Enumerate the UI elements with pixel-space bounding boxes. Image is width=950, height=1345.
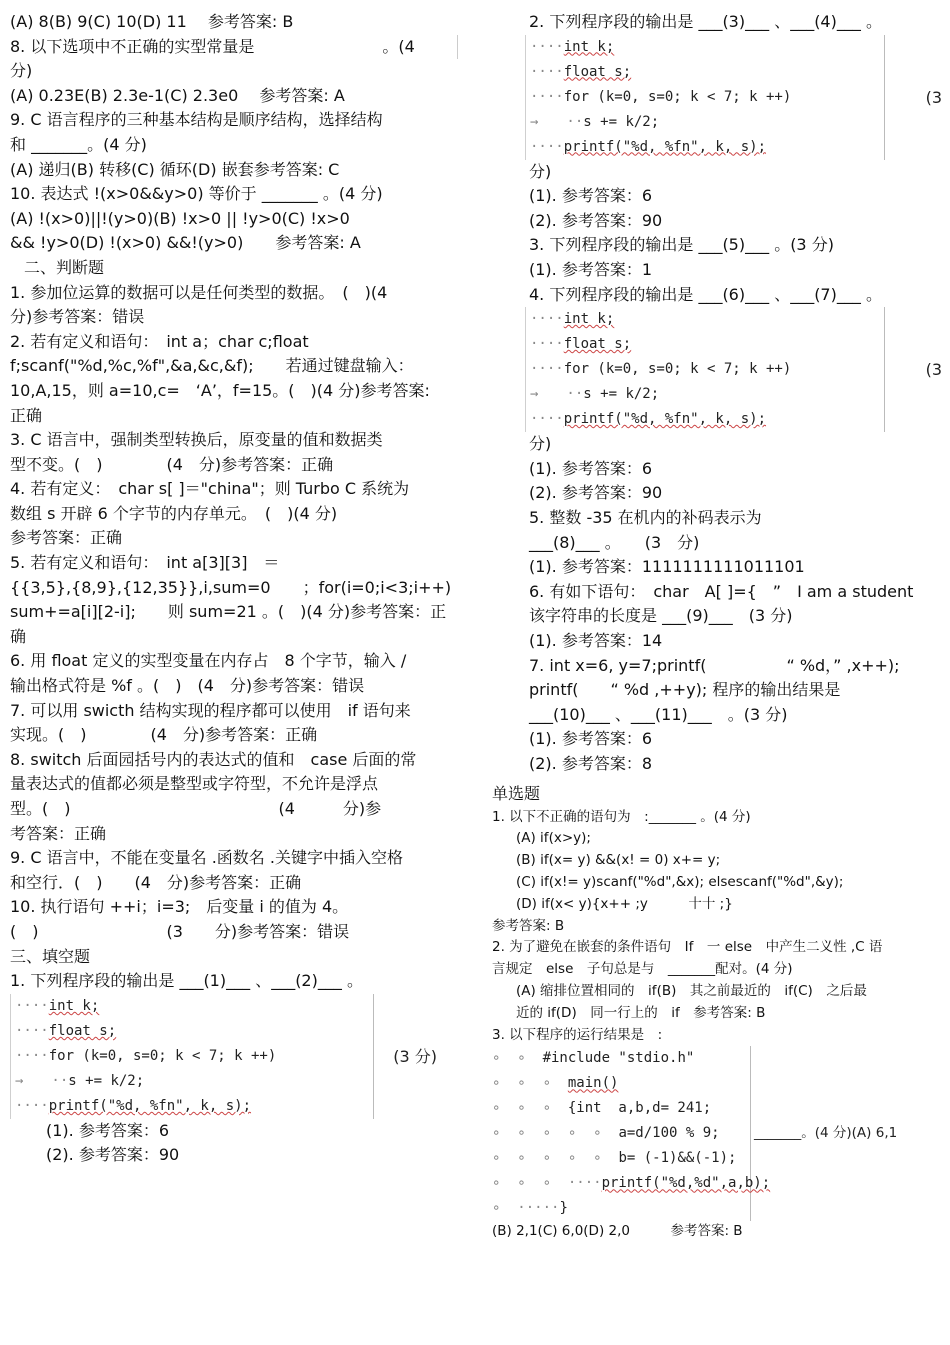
fill-q1: 1. 下列程序段的输出是 ___(1)___ 、___(2)___ 。 <box>10 971 363 991</box>
judge-line: 10,A,15，则 a=10,c= ‘A’，f=15。( )(4 分)参考答案: <box>10 380 430 400</box>
code-block-3 <box>525 307 942 432</box>
code-line: ····int k; <box>15 997 100 1014</box>
score-tail: 分) <box>529 434 552 454</box>
answer-line: (1). 参考答案：1111111111011101 <box>529 557 805 577</box>
code-text: printf("%d,%d",a,b); <box>601 1175 771 1192</box>
fill-q7-line3: ___(10)___ 、___(11)___ 。(3 分) <box>529 704 788 724</box>
code-text: {int a,b,d= 241; <box>567 1100 712 1117</box>
judge-line: 正确 <box>10 405 43 425</box>
judge-line: 分)参考答案：错误 <box>10 307 145 327</box>
code-line: ····float s; <box>530 63 632 80</box>
code-line: → ··s += k/2; <box>530 386 660 403</box>
code-block-1 <box>10 994 437 1119</box>
section-judge-title: 二、判断题 <box>24 257 105 277</box>
code-text: for (k=0, s=0; k < 7; k ++) <box>48 1047 277 1064</box>
code-line: ····int k; <box>530 38 615 55</box>
code-text: #include "stdio.h" <box>542 1050 695 1067</box>
code-line: ····float s; <box>15 1022 117 1039</box>
code-line: ∘ ∘ ∘ ····printf("%d,%d",a,b); <box>492 1175 771 1192</box>
code-line: ····for (k=0, s=0; k < 7; k ++) <box>15 1047 277 1064</box>
sc-q2: 2. 为了避免在嵌套的条件语句 If 一 else 中产生二义性 ,C 语 <box>492 939 883 956</box>
answer-line: (2). 参考答案：90 <box>529 483 663 503</box>
code-line: ····printf("%d, %fn", k, s); <box>530 411 767 428</box>
code-text: printf("%d, %fn", k, s); <box>563 411 767 428</box>
code-block-4 <box>492 1046 898 1221</box>
judge-line: 数组 s 开辟 6 个字节的内存单元。 ( )(4 分) <box>10 503 338 523</box>
judge-line: 6. 用 float 定义的实型变量在内存占 8 个字节，输入 / <box>10 651 407 671</box>
code-line: → ··s += k/2; <box>15 1072 145 1089</box>
judge-line: 1. 参加位运算的数据可以是任何类型的数据。 ( )(4 <box>10 282 388 302</box>
score-note: (3 分) <box>393 1046 437 1066</box>
code-line: ····for (k=0, s=0; k < 7; k ++) <box>530 88 792 105</box>
option-line: (A) 缩排位置相同的 if(B) 其之前最近的 if(C) 之后最 <box>516 982 867 999</box>
judge-line: 量表达式的值都必须是整型或字符型，不允许是浮点 <box>10 774 379 794</box>
option-line: (C) if(x!= y)scanf("%d",&x); elsescanf("%d",&y); <box>516 873 844 890</box>
option-line: (A) if(x>y); <box>516 830 591 847</box>
answer-line: (1). 参考答案：1 <box>529 259 653 279</box>
judge-line: 确 <box>10 626 27 646</box>
answer-line: (2). 参考答案：90 <box>46 1145 180 1165</box>
judge-line: {{3,5},{8,9},{12,35}},i,sum=0 ；for(i=0;i<3;i++) <box>10 577 452 597</box>
mc-q9: 9. C 语言程序的三种基本结构是顺序结构，选择结构 <box>10 110 383 130</box>
option-line: (B) if(x= y) &&(x! = 0) x+= y; <box>516 852 721 869</box>
answer-line: 参考答案: B <box>492 917 565 934</box>
code-line: ····for (k=0, s=0; k < 7; k ++) <box>530 361 792 378</box>
code-text: printf("%d, %fn", k, s); <box>563 138 767 155</box>
sc-q3: 3. 以下程序的运行结果是 : <box>492 1026 663 1043</box>
judge-list <box>10 281 458 945</box>
fill-q6: 6. 有如下语句： char A[ ]={ ” I am a student <box>529 581 914 601</box>
judge-line: 参考答案：正确 <box>10 528 123 548</box>
code-text: b= (-1)&&(-1); <box>618 1150 737 1167</box>
judge-line: ( ) (3 分)参考答案：错误 <box>10 921 350 941</box>
judge-line: 型不变。( ) (4 分)参考答案：正确 <box>10 454 334 474</box>
answer-line: (1). 参考答案：6 <box>529 458 653 478</box>
option-line: 近的 if(D) 同一行上的 if 参考答案: B <box>516 1004 766 1021</box>
code-text: main() <box>567 1075 619 1092</box>
mc-q9-options: (A) 递归(B) 转移(C) 循环(D) 嵌套参考答案: C <box>10 159 340 179</box>
fill-q6-tail: 该字符串的长度是 ___(9)___ (3 分) <box>529 606 793 626</box>
fill-q2: 2. 下列程序段的输出是 ___(3)___ 、___(4)___ 。 <box>529 12 882 31</box>
mc-q10: 10. 表达式 !(x>0&&y>0) 等价于 _______ 。(4 分) <box>10 184 383 204</box>
fill-q5-tail: ___(8)___ 。 (3 分) <box>529 532 700 552</box>
score-note: (3 <box>925 360 942 380</box>
code-text: int k; <box>563 38 615 55</box>
option-line: (D) if(x< y){x++ ;y 十十 ;} <box>516 895 733 912</box>
code-text: printf("%d, %fn", k, s); <box>48 1097 252 1114</box>
code-line: ∘ ∘ ∘ ∘ ∘ a=d/100 % 9; <box>492 1125 720 1142</box>
code-text: float s; <box>563 336 632 353</box>
fill-q7-line2: printf( “ %d ,++y); 程序的输出结果是 <box>529 680 841 700</box>
code-text: int k; <box>563 311 615 328</box>
answer-line: (1). 参考答案：6 <box>529 186 653 206</box>
mc-q8: 8. 以下选项中不正确的实型常量是 。(4 <box>10 35 458 60</box>
code-block-2 <box>525 35 942 160</box>
mc-q7-options: (A) 8(B) 9(C) 10(D) 11 参考答案: B <box>10 12 294 31</box>
sc-q1: 1. 以下不正确的语句为 :_______ 。(4 分) <box>492 808 751 825</box>
code-line: → ··s += k/2; <box>530 113 660 130</box>
answer-line: (2). 参考答案：90 <box>529 210 663 230</box>
code-text: for (k=0, s=0; k < 7; k ++) <box>563 88 792 105</box>
mc-q10-options-2: && !y>0(D) !(x>0) &&!(y>0) 参考答案: A <box>10 233 361 253</box>
code-line: ····printf("%d, %fn", k, s); <box>530 138 767 155</box>
code-line: ∘ ∘ #include "stdio.h" <box>492 1050 695 1067</box>
section-fill-title: 三、填空题 <box>10 946 91 966</box>
score-note: (3 <box>925 87 942 107</box>
judge-line: 型。( ) (4 分)参 <box>10 799 382 818</box>
answer-line: (1). 参考答案：6 <box>529 729 653 749</box>
judge-line: 输出格式符是 %f 。( ) (4 分)参考答案：错误 <box>10 676 365 696</box>
code-line: ····float s; <box>530 336 632 353</box>
code-text: } <box>559 1200 568 1217</box>
code-text: float s; <box>48 1022 117 1039</box>
judge-line: sum+=a[i][2-i]; 则 sum=21 。( )(4 分)参考答案：正 <box>10 602 447 622</box>
fill-q5: 5. 整数 -35 在机内的补码表示为 <box>529 507 762 527</box>
fill-q7: 7. int x=6, y=7;printf( “ %d，” ,x++); <box>529 655 900 675</box>
code-line: ····printf("%d, %fn", k, s); <box>15 1097 252 1114</box>
judge-line: 和空行．( ) (4 分)参考答案：正确 <box>10 872 302 892</box>
answer-line: (1). 参考答案：14 <box>529 630 663 650</box>
code-line: ∘ ∘ ∘ {int a,b,d= 241; <box>492 1100 712 1117</box>
code-text: s += k/2; <box>68 1072 145 1089</box>
mc-q10-options: (A) !(x>0)||!(y>0)(B) !x>0 || !y>0(C) !x>0 <box>10 208 350 228</box>
judge-line: f;scanf("%d,%c,%f",&a,&c,&f); 若通过键盘输入： <box>10 356 414 376</box>
single-choice-section <box>492 782 940 1243</box>
sc-q3-options: (B) 2,1(C) 6,0(D) 2,0 参考答案: B <box>492 1223 743 1240</box>
judge-line: 考答案：正确 <box>10 823 107 843</box>
section-single-title: 单选题 <box>492 784 541 803</box>
mc-q9-tail: 和 _______。(4 分) <box>10 134 147 154</box>
score-tail: 分) <box>529 161 552 181</box>
code-text: int k; <box>48 997 100 1014</box>
code-line: ∘ ·····} <box>492 1200 568 1217</box>
judge-line: 4. 若有定义： char s[ ]＝"china"；则 Turbo C 系统为 <box>10 479 410 499</box>
judge-line: 8. switch 后面园括号内的表达式的值和 case 后面的常 <box>10 749 417 769</box>
code-text: s += k/2; <box>583 113 660 130</box>
mc-q8-tail: 分) <box>10 61 33 81</box>
left-column <box>10 10 458 1168</box>
code-text: s += k/2; <box>583 386 660 403</box>
fill-q4: 4. 下列程序段的输出是 ___(6)___ 、___(7)___ 。 <box>529 284 882 304</box>
fill-q3: 3. 下列程序段的输出是 ___(5)___ 。(3 分) <box>529 235 834 255</box>
score-note: _______。(4 分)(A) 6,1 <box>754 1125 898 1142</box>
mc-q8-options: (A) 0.23E(B) 2.3e-1(C) 2.3e0 参考答案: A <box>10 85 345 105</box>
judge-line: 实现。( ) (4 分)参考答案：正确 <box>10 725 318 745</box>
code-text: float s; <box>563 63 632 80</box>
judge-line: 3. C 语言中，强制类型转换后，原变量的值和数据类 <box>10 430 383 450</box>
right-column <box>525 10 940 776</box>
code-text: for (k=0, s=0; k < 7; k ++) <box>563 361 792 378</box>
answer-line: (1). 参考答案：6 <box>46 1120 170 1140</box>
code-line: ····int k; <box>530 311 615 328</box>
code-line: ∘ ∘ ∘ main() <box>492 1075 619 1092</box>
answer-line: (2). 参考答案：8 <box>529 753 653 773</box>
judge-line: 7. 可以用 swicth 结构实现的程序都可以使用 if 语句来 <box>10 700 411 720</box>
judge-line: 5. 若有定义和语句： int a[3][3] ＝ <box>10 553 280 573</box>
judge-line: 2. 若有定义和语句： int a；char c;float <box>10 331 309 351</box>
code-text: a=d/100 % 9; <box>618 1125 720 1142</box>
judge-line: 9. C 语言中，不能在变量名 .函数名 .关键字中插入空格 <box>10 848 403 868</box>
judge-line: 10. 执行语句 ++i；i=3; 后变量 i 的值为 4。 <box>10 897 349 917</box>
sc-q2-tail: 言规定 else 子句总是与 _______配对。(4 分) <box>492 961 793 978</box>
code-line: ∘ ∘ ∘ ∘ ∘ b= (-1)&&(-1); <box>492 1150 737 1167</box>
